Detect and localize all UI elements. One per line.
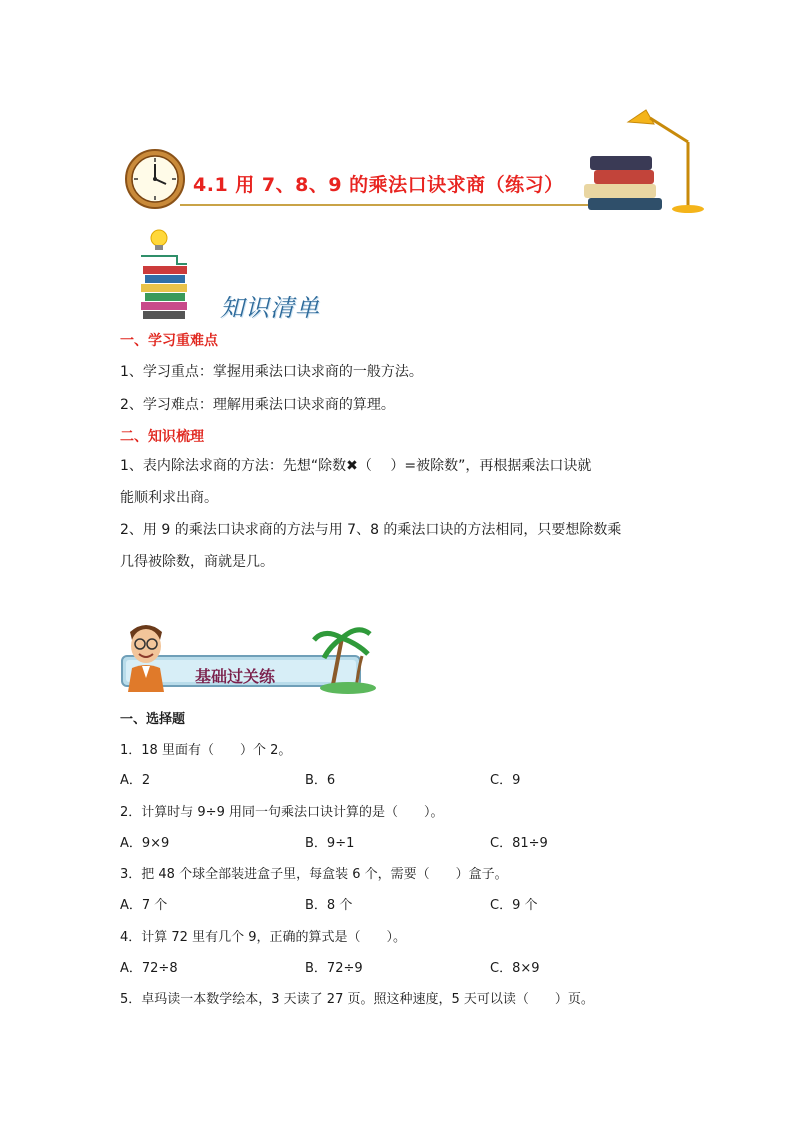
question-4-option-b[interactable]: B．72÷9 (305, 961, 363, 976)
question-2-option-a[interactable]: A．9×9 (120, 836, 170, 851)
question-3-option-b[interactable]: B．8 个 (305, 898, 353, 913)
knowledge-heading: 知识清单 (220, 294, 320, 322)
review-p1-line1: 1、表内除法求商的方法：先想“除数✖（ ）=被除数”，再根据乘法口诀就 (120, 458, 592, 474)
question-1-option-a[interactable]: A．2 (120, 773, 151, 788)
question-1-option-b[interactable]: B．6 (305, 773, 336, 788)
difficulty-line: 2、学习难点：理解用乘法口诀求商的算理。 (120, 397, 395, 413)
lightbulb-books-icon (135, 226, 195, 322)
question-4: 4．计算 72 里有几个 9，正确的算式是（ ）。 (120, 930, 406, 945)
question-2: 2．计算时与 9÷9 用同一句乘法口诀计算的是（ ）。 (120, 805, 444, 820)
review-p2-line1: 2、用 9 的乘法口诀求商的方法与用 7、8 的乘法口诀的方法相同，只要想除数乘 (120, 522, 622, 538)
question-3-option-a[interactable]: A．7 个 (120, 898, 168, 913)
question-1: 1．18 里面有（ ）个 2。 (120, 743, 292, 758)
section-key-difficulties: 一、学习重难点 (120, 333, 218, 349)
question-4-option-c[interactable]: C．8×9 (490, 961, 540, 976)
question-1-option-c[interactable]: C．9 (490, 773, 521, 788)
question-3-option-c[interactable]: C．9 个 (490, 898, 538, 913)
review-p1-line2: 能顺利求出商。 (120, 490, 218, 506)
key-point-line: 1、学习重点：掌握用乘法口诀求商的一般方法。 (120, 364, 423, 380)
page-title: 4.1 用 7、8、9 的乘法口诀求商（练习） (193, 174, 564, 196)
teacher-avatar-icon (124, 618, 168, 692)
practice-banner-title: 基础过关练 (195, 667, 276, 686)
question-5: 5．卓玛读一本数学绘本，3 天读了 27 页。照这种速度，5 天可以读（ ）页。 (120, 992, 594, 1007)
question-3: 3．把 48 个球全部装进盒子里，每盒装 6 个，需要（ ）盒子。 (120, 867, 508, 882)
section-multiple-choice: 一、选择题 (120, 712, 186, 727)
section-knowledge-review: 二、知识梳理 (120, 429, 204, 445)
question-2-option-b[interactable]: B．9÷1 (305, 836, 355, 851)
question-2-option-c[interactable]: C．81÷9 (490, 836, 548, 851)
question-4-option-a[interactable]: A．72÷8 (120, 961, 178, 976)
review-p2-line2: 几得被除数，商就是几。 (120, 554, 274, 570)
clock-icon (124, 148, 186, 210)
books-lamp-icon (580, 100, 710, 215)
